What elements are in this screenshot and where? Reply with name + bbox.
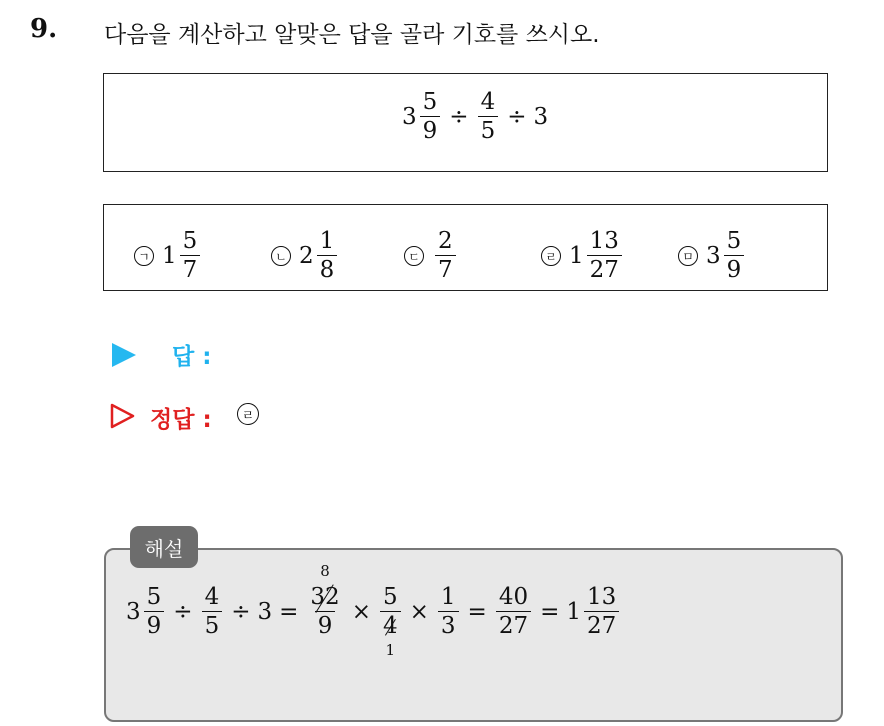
- expr-fraction-1: [420, 91, 441, 143]
- numerator: 2: [438, 228, 453, 254]
- numerator: 13: [587, 584, 617, 610]
- numerator: 1: [440, 584, 456, 610]
- denominator: 5: [478, 116, 499, 143]
- solution-equation: [126, 562, 621, 659]
- numerator: 5: [382, 584, 398, 610]
- expr-last-term: 3: [533, 104, 549, 130]
- equals-sign: =: [467, 599, 487, 625]
- divide-operator: ÷: [449, 104, 469, 130]
- question-number: 9.: [30, 14, 58, 44]
- sol-fraction: [438, 586, 459, 638]
- denominator: 5: [202, 611, 223, 638]
- choice-fraction: [587, 230, 622, 282]
- cancel-result-bottom: 1: [385, 641, 396, 659]
- denominator: 27: [496, 611, 531, 638]
- denominator: 9: [724, 255, 745, 282]
- divide-operator: ÷: [231, 599, 251, 625]
- sol-fraction-cancelled: [380, 584, 401, 659]
- sol-fraction: [584, 586, 619, 638]
- times-operator: ×: [351, 599, 371, 625]
- choice-fraction: [724, 230, 745, 282]
- denominator: 27: [587, 255, 622, 282]
- outline-arrow-icon: [110, 403, 136, 429]
- correct-answer-value: ㄹ: [237, 403, 259, 425]
- numerator: 4: [480, 89, 496, 115]
- expr-fraction-2: [478, 91, 499, 143]
- cancel-result-top: 8: [320, 562, 330, 580]
- denominator: 9: [420, 116, 441, 143]
- choice-whole: 1: [162, 243, 177, 269]
- denominator: 9: [144, 611, 165, 638]
- denominator: 9: [315, 611, 336, 638]
- denominator: 7: [180, 255, 201, 282]
- answer-label: 답 :: [172, 344, 212, 370]
- denominator: 27: [584, 611, 619, 638]
- divide-operator: ÷: [173, 599, 193, 625]
- choice-whole: 2: [299, 243, 314, 269]
- expression-box: [103, 73, 828, 172]
- sol-fraction: [496, 586, 531, 638]
- sol-whole: 3: [126, 599, 141, 625]
- choice-marker: ㅁ: [678, 246, 698, 266]
- equals-sign: =: [279, 599, 299, 625]
- choice-b[interactable]: [271, 230, 339, 282]
- choice-fraction: [180, 230, 201, 282]
- expression: [402, 91, 548, 143]
- denominator: 3: [438, 611, 459, 638]
- times-operator: ×: [409, 599, 429, 625]
- numerator-text: 32: [310, 584, 340, 610]
- denominator: 7: [435, 255, 456, 282]
- choice-e[interactable]: [678, 230, 746, 282]
- choice-marker: ㄱ: [134, 246, 154, 266]
- cancelled-number: [310, 586, 339, 609]
- sol-whole: 1: [566, 599, 582, 625]
- denominator: [380, 611, 401, 638]
- choice-whole: 1: [569, 243, 584, 269]
- numerator: 13: [589, 228, 619, 254]
- denominator: 8: [317, 255, 338, 282]
- sol-fraction-cancelled: [307, 562, 342, 639]
- numerator: 5: [146, 584, 162, 610]
- numerator: 1: [319, 228, 335, 254]
- numerator: 5: [422, 89, 438, 115]
- choice-d[interactable]: [541, 230, 624, 282]
- cancelled-number: [383, 615, 398, 638]
- sol-fraction: [202, 586, 223, 638]
- choice-a[interactable]: [134, 230, 202, 282]
- choice-c[interactable]: [404, 230, 458, 282]
- choice-marker: ㄴ: [271, 246, 291, 266]
- sol-term: 3: [257, 599, 273, 625]
- choice-marker: ㄷ: [404, 246, 424, 266]
- choice-fraction: [435, 230, 456, 282]
- question-text: 다음을 계산하고 알맞은 답을 골라 기호를 쓰시오.: [104, 22, 600, 48]
- sol-fraction: [144, 586, 165, 638]
- filled-arrow-icon: [112, 343, 136, 367]
- choice-marker: ㄹ: [541, 246, 561, 266]
- solution-tab: 해설: [130, 526, 198, 568]
- divide-operator: ÷: [507, 104, 527, 130]
- equals-sign: =: [540, 599, 560, 625]
- choice-whole: 3: [706, 243, 721, 269]
- numerator: 5: [726, 228, 742, 254]
- numerator: 40: [498, 584, 529, 610]
- numerator: 4: [204, 584, 220, 610]
- numerator: 5: [182, 228, 198, 254]
- denominator-text: 4: [382, 613, 398, 639]
- choices-box: [103, 204, 828, 291]
- expr-whole: 3: [402, 104, 417, 130]
- numerator: [307, 586, 342, 611]
- choice-fraction: [317, 230, 338, 282]
- correct-answer-label: 정답 :: [150, 407, 212, 433]
